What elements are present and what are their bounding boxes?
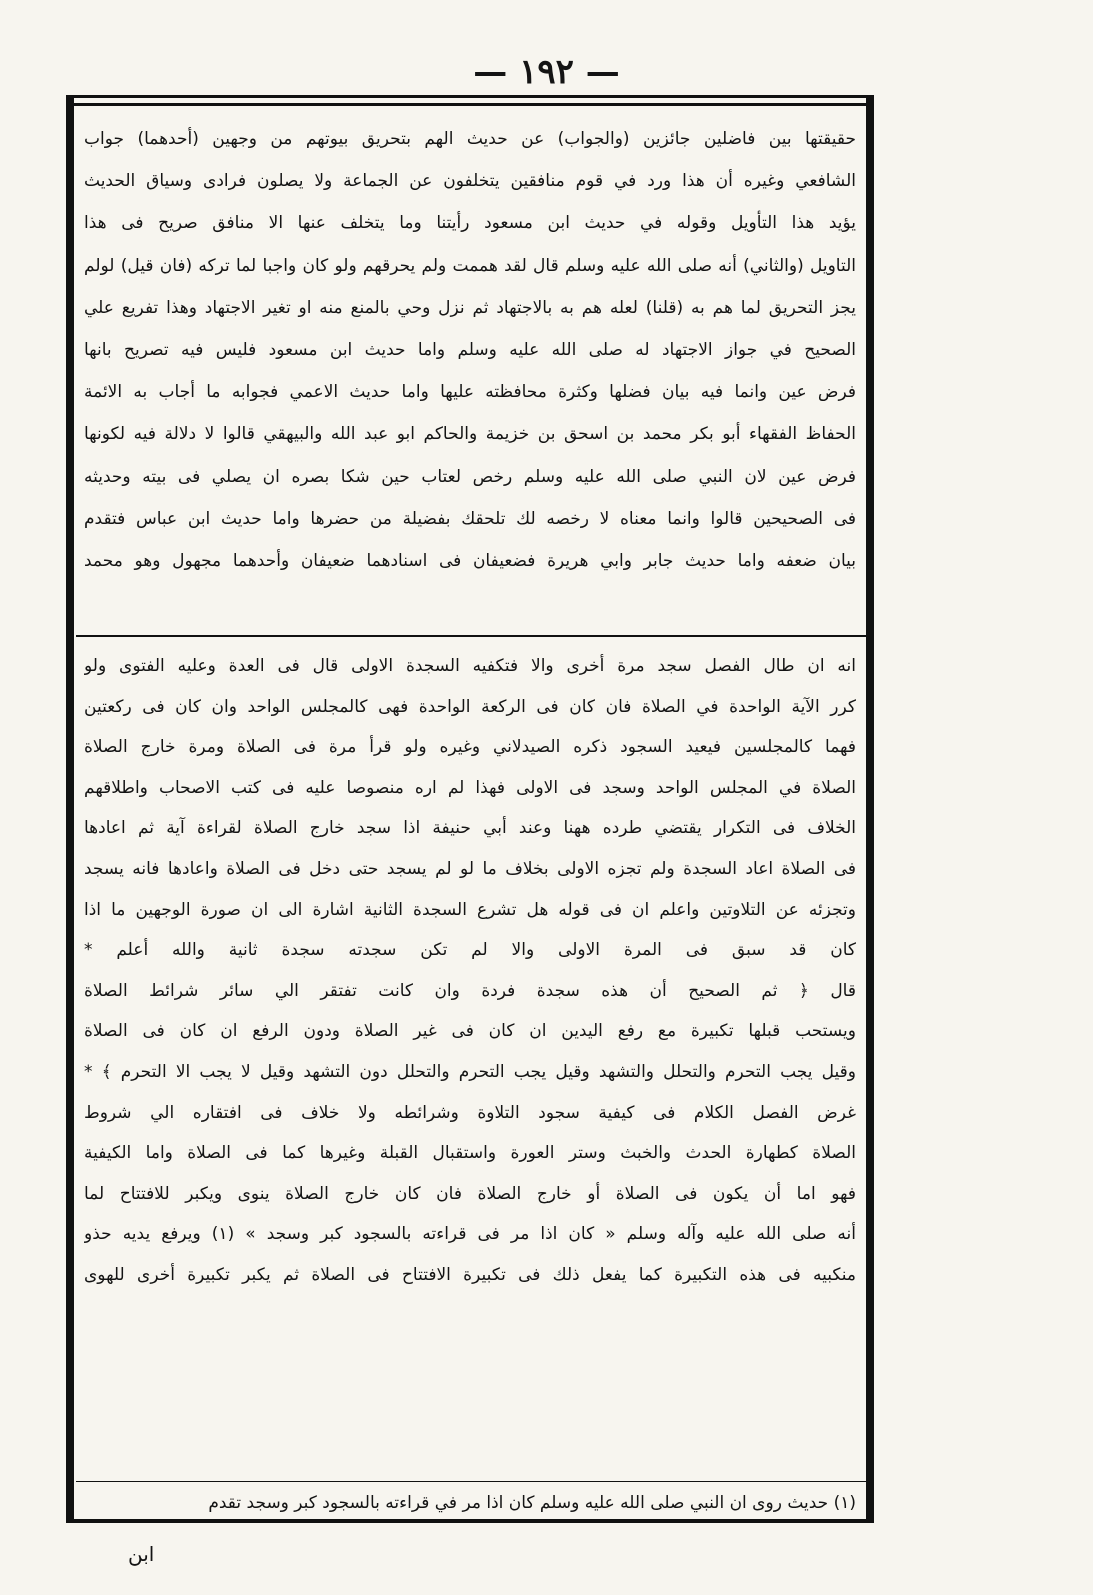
upper-line: الصحيح في جواز الاجتهاد له صلى الله عليه وسلم واما حديث ابن مسعود فليس فيه تصريح بانها <box>84 339 856 360</box>
upper-line: يؤيد هذا التأويل وقوله في حديث ابن مسعود رأيتنا وما يتخلف عنها الا منافق صريح فى هذا <box>84 213 856 234</box>
lower-line: كان قد سبق فى المرة الاولى والا لم تكن سجدته سجدة ثانية والله أعلم * <box>84 940 856 961</box>
lower-line: وقيل يجب التحرم والتحلل والتشهد وقيل يجب التحرم والتحلل دون التشهد وقيل لا يجب الا التحرم ﴾ * <box>84 1061 856 1082</box>
lower-line: فهما كالمجلسين فيعيد السجود ذكره الصيدلاني وغيره ولو قرأ مرة فى الصلاة ومرة خارج الصلاة <box>84 737 856 758</box>
lower-line: منكبيه فى هذه التكبيرة كما يفعل ذلك فى تكبيرة الافتتاح فى الصلاة ثم يكبر تكبيرة أخرى للهوى <box>84 1264 856 1285</box>
upper-line: فى الصحيحين قالوا وانما معناه لا رخصه لك تلحقك بفضيلة من حضرها واما حديث ابن عباس فتقدم <box>84 508 856 529</box>
lower-line: انه ان طال الفصل سجد مرة أخرى والا فتكفيه السجدة الاولى قال فى العدة وعليه الفتوى ولو <box>84 656 856 676</box>
page-number: — ١٩٢ — <box>473 52 620 92</box>
upper-line: التاويل (والثاني) أنه صلى الله عليه وسلم قال لقد هممت ولم يحرقهم ولو كان واجبا لما تركه (فان قيل) لولم <box>84 255 856 276</box>
lower-line: الصلاة في المجلس الواحد وسجد فى الاولى فهذا لم اره منصوصا عليه فى كتب الاصحاب واطلاقهم <box>84 777 856 798</box>
lower-line: قال ﴿ ثم الصحيح أن هذه سجدة فردة وان كانت تفتقر الي سائر شرائط الصلاة <box>84 980 856 1001</box>
lower-line: كرر الآية الواحدة في الصلاة فان كان فى الركعة الواحدة فهى كالمجلس الواحد وان كان فى ركعتين <box>84 696 856 717</box>
lower-line: وتجزئه عن التلاوتين واعلم ان فى قوله هل تشرع السجدة الثانية اشارة الى ان صورة الوجهين ما اذا <box>84 899 856 920</box>
lower-line: ويستحب قبلها تكبيرة مع رفع اليدين ان كان فى غير الصلاة ودون الرفع ان كان فى الصلاة <box>84 1021 856 1042</box>
footnote-divider <box>76 1481 866 1482</box>
lower-line: غرض الفصل الكلام فى كيفية سجود التلاوة وشرائطه ولا خلاف فى افتقاره الي شروط <box>84 1102 856 1123</box>
upper-line: بيان ضعفه واما حديث جابر وابي هريرة فضعيفان فى اسنادهما ضعيفان وأحدهما مجهول وهو محمد <box>84 550 856 571</box>
lower-commentary-block <box>84 646 856 1296</box>
upper-line: فرض عين لان النبي صلى الله عليه وسلم رخص لعتاب حين شكا بصره ان يصلي فى بيته وحديثه <box>84 466 856 487</box>
frame-top-rule <box>66 103 874 106</box>
footnote: (١) حديث روى ان النبي صلى الله عليه وسلم كان اذا مر في قراءته بالسجود كبر وسجد تقدم <box>208 1493 856 1513</box>
upper-line: يجز التحريق لما هم به (قلنا) لعله هم به بالاجتهاد ثم نزل وحي بالمنع منه او تغير الاجتهاد وهذا تفريع علي <box>84 297 856 318</box>
section-divider <box>76 635 866 637</box>
upper-line: الحفاظ الفقهاء أبو بكر محمد بن اسحق بن خزيمة والحاكم ابو عبد الله والبيهقي قالوا لا دلالة فيه لكونها <box>84 424 856 445</box>
lower-line: الصلاة كطهارة الحدث والخبث وستر العورة واستقبال القبلة وغيرها كما فى الصلاة واما الكيفية <box>84 1143 856 1164</box>
upper-line: حقيقتها بين فاضلين جائزين (والجواب) عن حديث الهم بتحريق بيوتهم من وجهين (أحدهما) جواب <box>84 129 856 149</box>
upper-line: الشافعي وغيره أن هذا ورد في قوم منافقين يتخلفون عن الجماعة ولا يصلون فرادى وسياق الحديث <box>84 171 856 192</box>
upper-line: فرض عين وانما فيه بيان فضلها وكثرة محافظته عليها واما حديث الاعمي فجوابه ما أجاب به الائمة <box>84 382 856 403</box>
lower-line: الخلاف فى التكرار يقتضي طرده ههنا وعند أبي حنيفة اذا سجد خارج الصلاة لقراءة آية ثم اعادها <box>84 818 856 839</box>
upper-commentary-block <box>84 118 856 582</box>
lower-line: فى الصلاة اعاد السجدة ولم تجزه الاولى بخلاف ما لو لم يسجد حتى دخل فى الصلاة واعادها فانه يسجد <box>84 858 856 879</box>
lower-line: أنه صلى الله عليه وآله وسلم « كان اذا مر فى قراءته بالسجود كبر وسجد » (١) ويرفع يديه حذو <box>84 1224 856 1245</box>
lower-line: فهو اما أن يكون فى الصلاة أو خارج الصلاة فان كان خارج الصلاة ينوى ويكبر للافتتاح لما <box>84 1183 856 1204</box>
catchword: ابن <box>128 1542 155 1566</box>
